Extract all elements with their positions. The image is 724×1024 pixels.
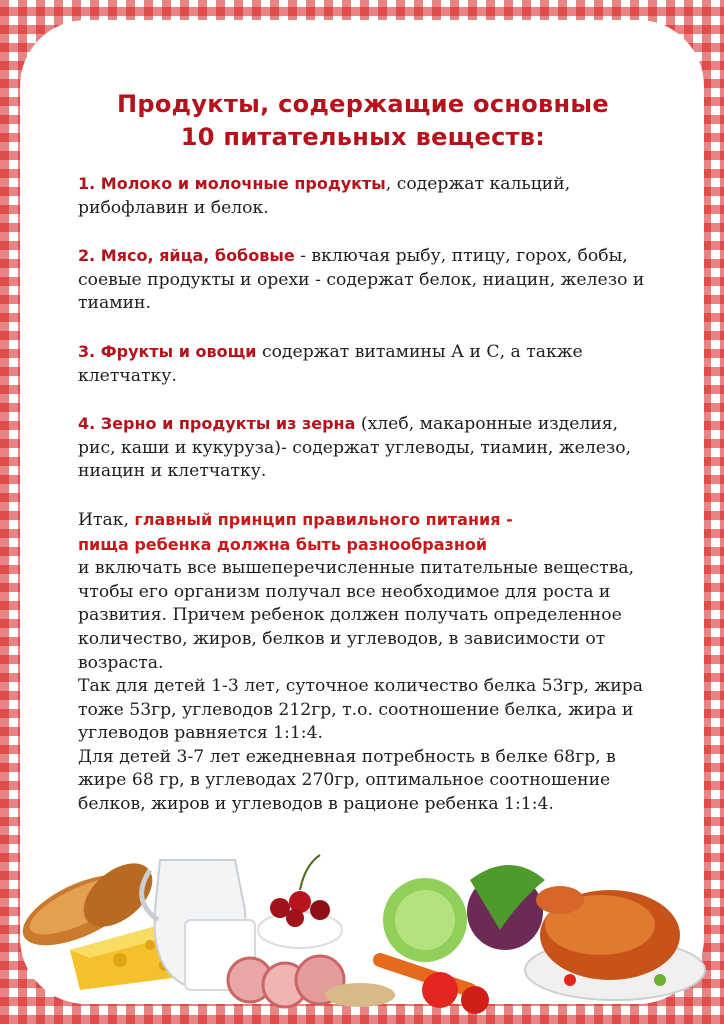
item-text: содержат витамины А и С, а также клетчатку.: [78, 341, 583, 386]
roast-chicken-icon: [525, 886, 705, 1000]
principle-line-2: пища ребенка должна быть разнообразной: [78, 534, 488, 554]
sausage-icon: [228, 956, 344, 1007]
item-heading: 4. Зерно и продукты из зерна: [78, 414, 356, 434]
page-title: [64, 88, 662, 154]
item-dairy: [78, 172, 650, 220]
summary-body-1: и включать все вышеперечисленные питательные вещества, чтобы его организм получал все необходимое для роста и развития. Причем ребенок должен получать определенное количество, жиров, белков и углеводов, в зависимости от возраста.: [78, 558, 635, 673]
article-body: [78, 172, 650, 817]
title-line-2: 10 питательных веществ:: [180, 123, 546, 151]
item-text: (хлеб, макаронные изделия, рис, каши и кукуруза)- содержат углеводы, тиамин, железо, ниацин и клетчатку.: [78, 414, 632, 482]
item-heading: 1. Молоко и молочные продукты: [78, 174, 386, 193]
summary-body-3: Для детей 3-7 лет ежедневная потребность в белке 68гр, в жире 68 гр, в углеводах 270гр, оптимальное соотношение белков, жиров и углеводов в рационе ребенка 1:1:4.: [78, 746, 616, 815]
summary: [78, 508, 650, 817]
summary-intro: Итак,: [78, 509, 135, 530]
item-text: - включая рыбу, птицу, горох, бобы, соевые продукты и орехи - содержат белок, ниацин, железо и тиамин.: [78, 246, 645, 314]
item-grain: [78, 412, 650, 484]
item-meat: [78, 244, 650, 316]
cherries-icon: [258, 855, 342, 948]
item-heading: 2. Мясо, яйца, бобовые: [78, 246, 295, 266]
principle-line-1: главный принцип правильного питания -: [134, 509, 513, 529]
food-illustration: [0, 840, 724, 1024]
title-line-1: Продукты, содержащие основные: [116, 90, 609, 118]
item-fruit: [78, 340, 650, 388]
summary-body-2: Так для детей 1-3 лет, суточное количество белка 53гр, жира тоже 53гр, углеводов 212гр, т.о. соотношение белка, жира и углеводов равняется 1:1:4.: [78, 676, 643, 744]
item-text: , содержат кальций, рибофлавин и белок.: [78, 174, 571, 218]
vegetables-icon: [325, 865, 545, 1014]
item-heading: 3. Фрукты и овощи: [78, 341, 257, 361]
